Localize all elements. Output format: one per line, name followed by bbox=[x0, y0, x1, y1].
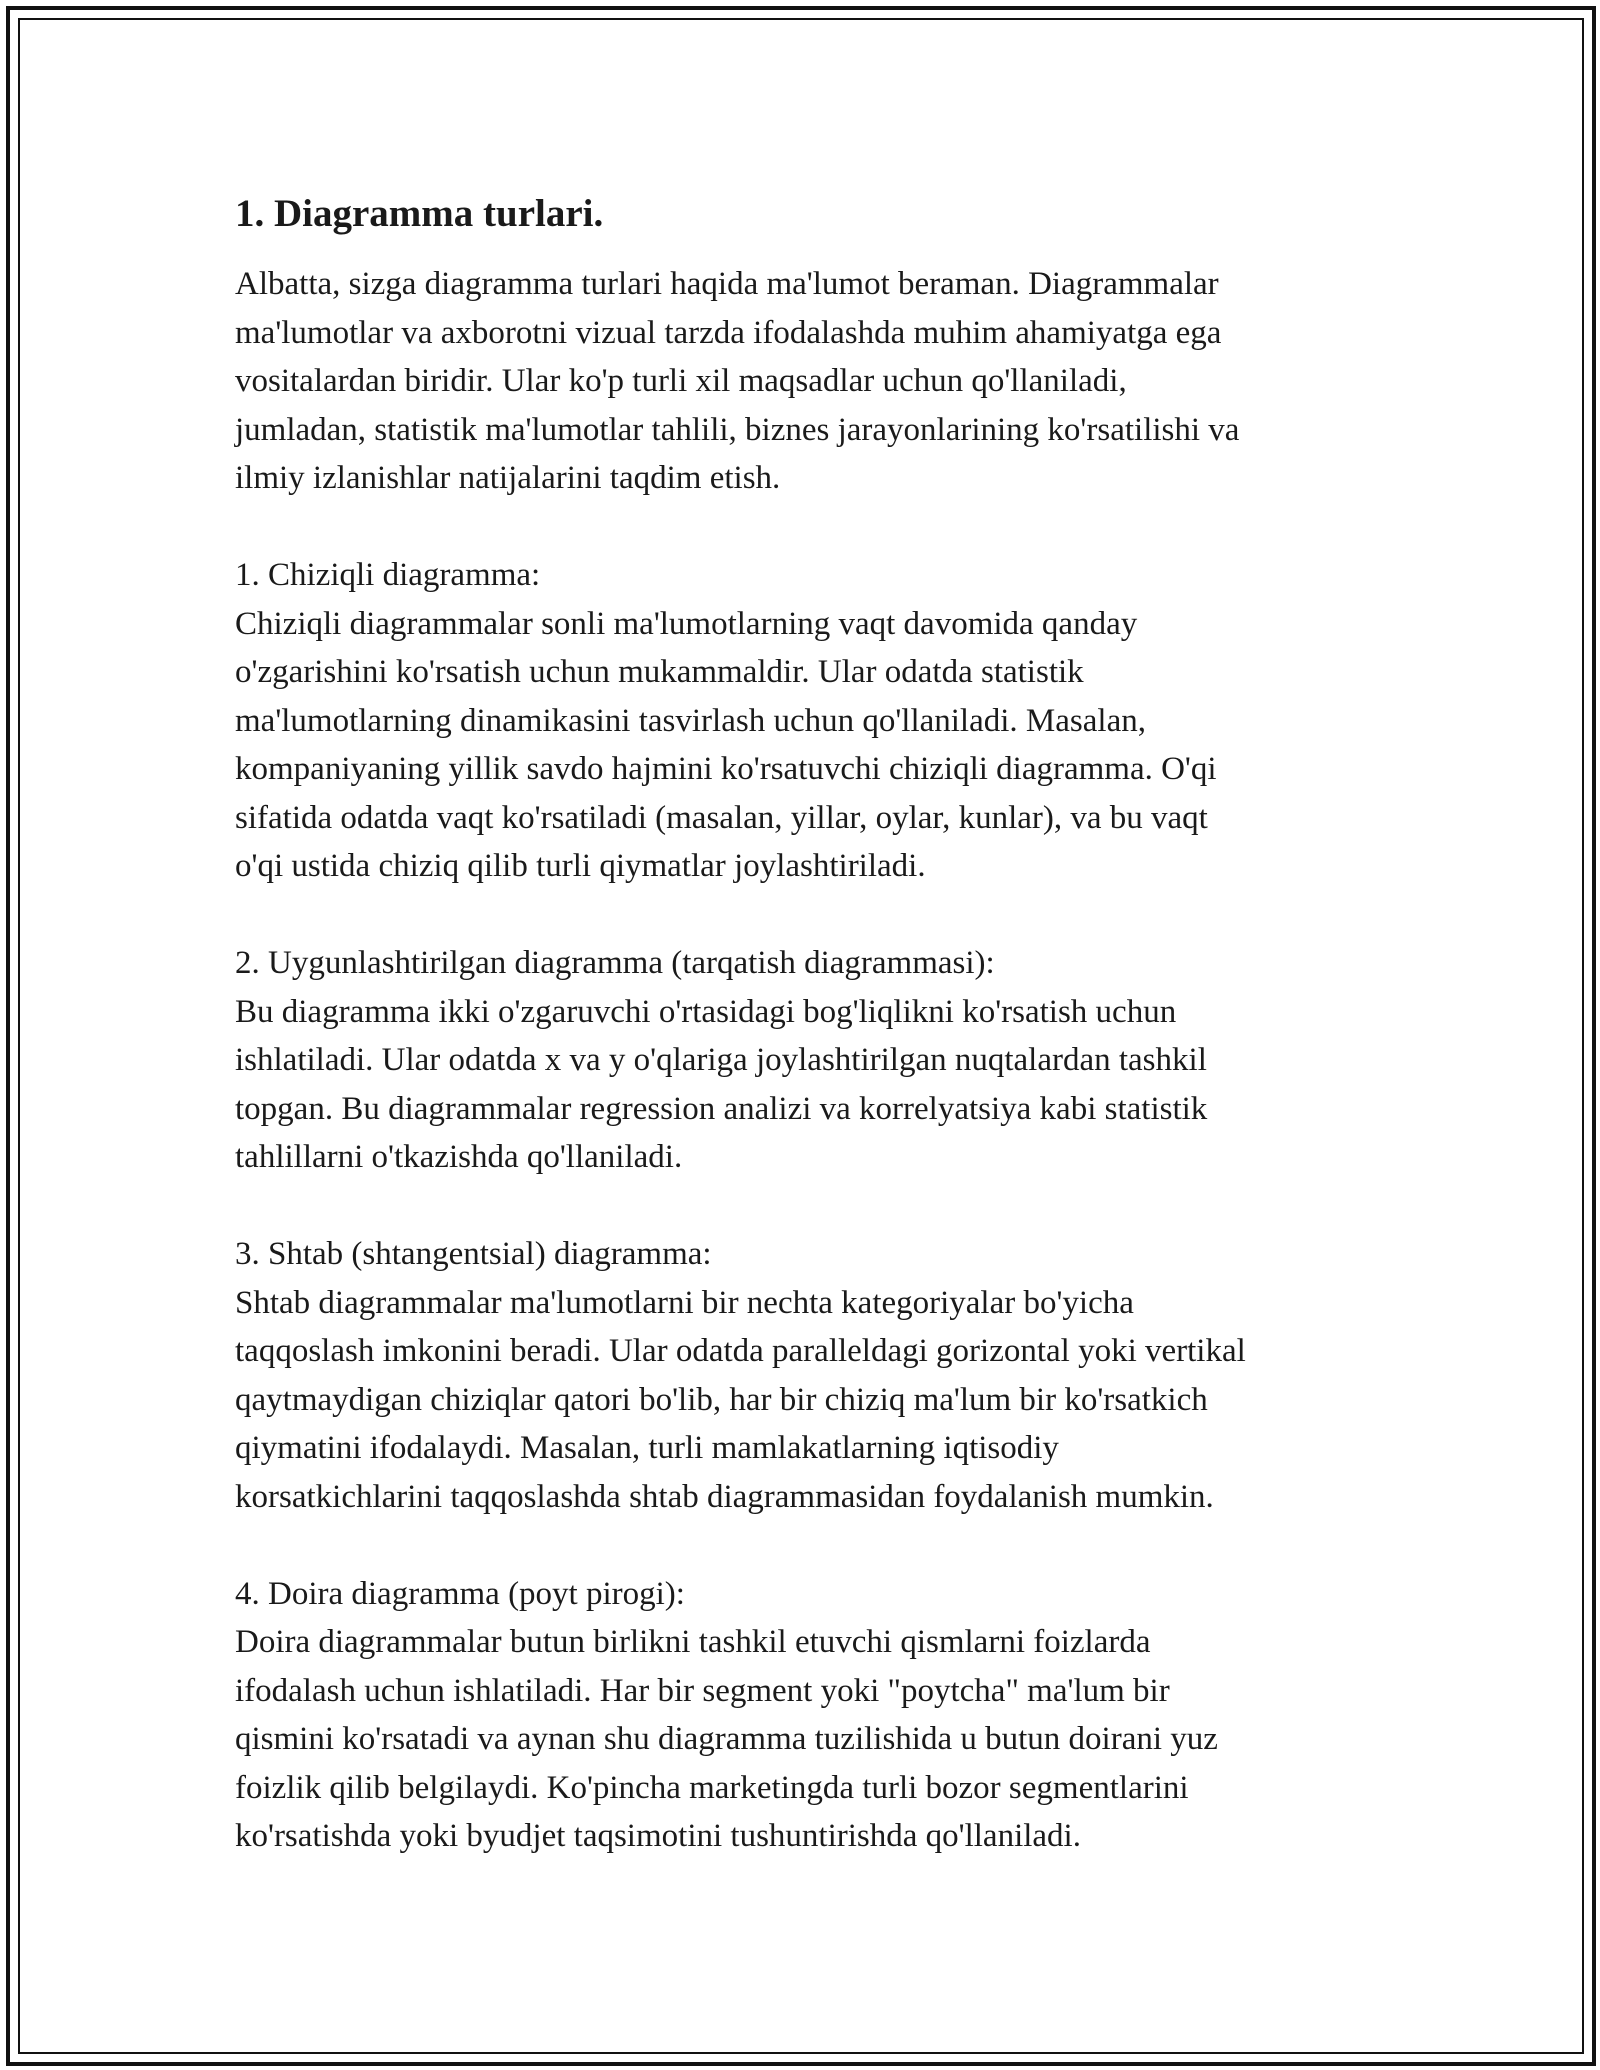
text-line: Chiziqli diagrammalar sonli ma'lumotlarning vaqt davomida qanday bbox=[235, 605, 1138, 642]
section-heading: 2. Uygunlashtirilgan diagramma (tarqatish diagrammasi): bbox=[235, 945, 995, 981]
text-line: ilmiy izlanishlar natijalarini taqdim etish. bbox=[235, 460, 781, 496]
text-line: qaytmaydigan chiziqlar qatori bo'lib, har bir chiziq ma'lum bir ko'rsatkich bbox=[235, 1381, 1208, 1418]
section-heading: 4. Doira diagramma (poyt pirogi): bbox=[235, 1575, 685, 1612]
text-line: taqqoslash imkonini beradi. Ular odatda paralleldagi gorizontal yoki vertikal bbox=[235, 1333, 1246, 1369]
text-line: ma'lumotlarning dinamikasini tasvirlash uchun qo'llaniladi. Masalan, bbox=[235, 702, 1146, 739]
section-heading: 1. Chiziqli diagramma: bbox=[235, 557, 541, 593]
text-line: Doira diagrammalar butun birlikni tashkil etuvchi qismlarni foizlarda bbox=[235, 1624, 1151, 1660]
text-line: sifatida odatda vaqt ko'rsatiladi (masalan, yillar, oylar, kunlar), va bu vaqt bbox=[235, 799, 1208, 836]
text-line: topgan. Bu diagrammalar regression analizi va korrelyatsiya kabi statistik bbox=[235, 1090, 1208, 1127]
text-line: ishlatiladi. Ular odatda x va y o'qlariga joylashtirilgan nuqtalardan tashkil bbox=[235, 1042, 1207, 1078]
section-scatter-chart bbox=[235, 939, 1375, 1182]
document-body bbox=[235, 190, 1375, 1909]
text-line: ifodalash uchun ishlatiladi. Har bir segment yoki "poytcha" ma'lum bir bbox=[235, 1672, 1170, 1709]
text-line: foizlik qilib belgilaydi. Ko'pincha marketingda turli bozor segmentlarini bbox=[235, 1769, 1189, 1806]
text-line: ko'rsatishda yoki byudjet taqsimotini tushuntirishda qo'llaniladi. bbox=[235, 1818, 1081, 1854]
text-line: Bu diagramma ikki o'zgaruvchi o'rtasidagi bog'liqlikni ko'rsatish uchun bbox=[235, 993, 1177, 1030]
text-line: Shtab diagrammalar ma'lumotlarni bir nechta kategoriyalar bo'yicha bbox=[235, 1284, 1134, 1321]
section-heading: 3. Shtab (shtangentsial) diagramma: bbox=[235, 1236, 712, 1272]
section-pie-chart bbox=[235, 1570, 1375, 1861]
text-line: korsatkichlarini taqqoslashda shtab diagrammasidan foydalanish mumkin. bbox=[235, 1478, 1214, 1515]
text-line: tahlillarni o'tkazishda qo'llaniladi. bbox=[235, 1139, 683, 1175]
intro-paragraph bbox=[235, 260, 1375, 503]
text-line: ma'lumotlar va axborotni vizual tarzda ifodalashda muhim ahamiyatga ega bbox=[235, 314, 1222, 351]
text-line: o'qi ustida chiziq qilib turli qiymatlar joylashtiriladi. bbox=[235, 848, 926, 884]
text-line: jumladan, statistik ma'lumotlar tahlili, biznes jarayonlarining ko'rsatilishi va bbox=[235, 411, 1240, 448]
text-line: o'zgarishini ko'rsatish uchun mukammaldir. Ular odatda statistik bbox=[235, 654, 1084, 690]
text-line: Albatta, sizga diagramma turlari haqida ma'lumot beraman. Diagrammalar bbox=[235, 266, 1219, 302]
text-line: qismini ko'rsatadi va aynan shu diagramma tuzilishida u butun doirani yuz bbox=[235, 1721, 1218, 1757]
section-line-chart bbox=[235, 551, 1375, 891]
text-line: qiymatini ifodalaydi. Masalan, turli mamlakatlarning iqtisodiy bbox=[235, 1430, 1059, 1466]
text-line: vositalardan biridir. Ular ko'p turli xil maqsadlar uchun qo'llaniladi, bbox=[235, 363, 1127, 399]
text-line: kompaniyaning yillik savdo hajmini ko'rsatuvchi chiziqli diagramma. O'qi bbox=[235, 751, 1217, 787]
section-bar-chart bbox=[235, 1230, 1375, 1521]
document-title: 1. Diagramma turlari. bbox=[235, 192, 604, 235]
